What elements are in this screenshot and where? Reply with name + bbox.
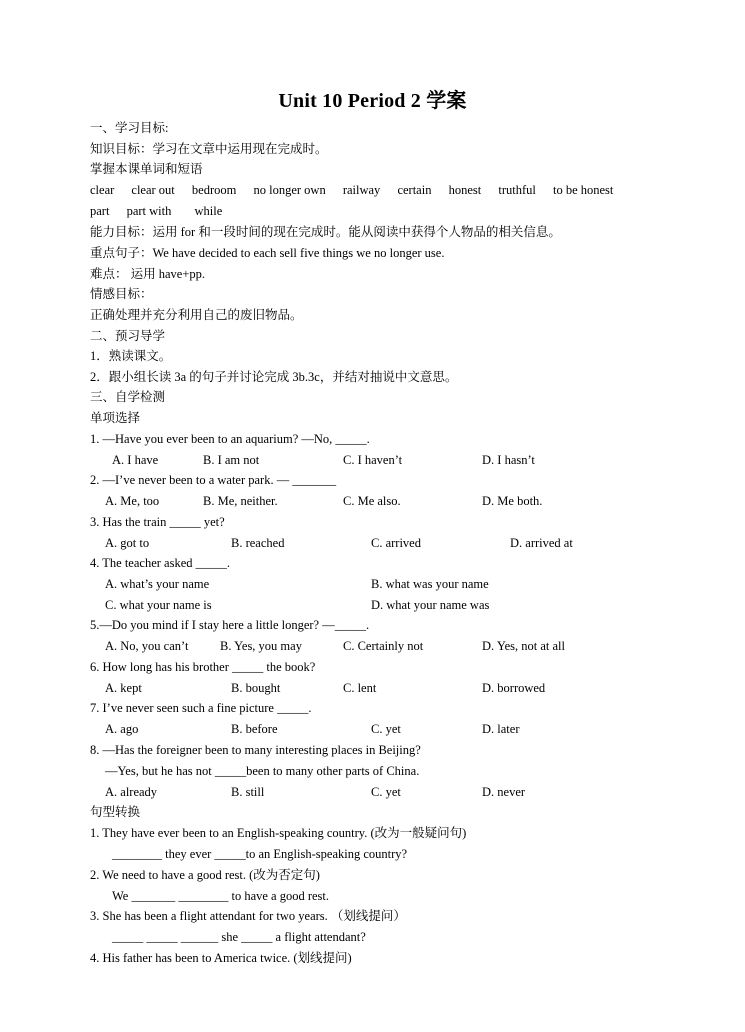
knowledge-goal: 知识目标：学习在文章中运用现在完成时。	[90, 142, 328, 156]
mc4-option-c: C. what your name is	[105, 598, 212, 612]
transform-question-3: 3. She has been a flight attendant for two years. （划线提问）	[90, 909, 406, 923]
mc6-option-c: C. lent	[343, 681, 377, 695]
mc8-option-c: C. yet	[371, 785, 401, 799]
transform-question-4: 4. His father has been to America twice. (划线提问)	[90, 951, 352, 965]
mc-question-4: 4. The teacher asked _____.	[90, 556, 230, 570]
vocab-word: to be honest	[552, 183, 614, 197]
preview-item-1: 1．熟读课文。	[90, 349, 172, 363]
mc-question-3: 3. Has the train _____ yet?	[90, 515, 225, 529]
mc3-option-d: D. arrived at	[510, 536, 573, 550]
transform-answer-2: We _______ ________ to have a good rest.	[112, 889, 330, 903]
mc2-option-d: D. Me both.	[482, 494, 543, 508]
mc1-option-a: A. I have	[112, 453, 159, 467]
mc5-option-b: B. Yes, you may	[220, 639, 302, 653]
vocab-word: railway	[342, 183, 381, 197]
mc8-option-b: B. still	[231, 785, 265, 799]
vocab-word: certain	[397, 183, 432, 197]
emotion-goal: 情感目标：	[90, 287, 153, 301]
mc-heading: 单项选择	[90, 411, 141, 425]
mc1-option-b: B. I am not	[203, 453, 260, 467]
mc7-option-a: A. ago	[105, 722, 139, 736]
mc4-option-d: D. what your name was	[371, 598, 490, 612]
vocab-word: bedroom	[191, 183, 237, 197]
mc2-option-b: B. Me, neither.	[203, 494, 278, 508]
mc5-option-a: A. No, you can’t	[105, 639, 189, 653]
mc6-option-b: B. bought	[231, 681, 281, 695]
mc2-option-c: C. Me also.	[343, 494, 401, 508]
vocab-word: part	[90, 204, 110, 218]
ability-goal: 能力目标：运用 for 和一段时间的现在完成时。能从阅读中获得个人物品的相关信息。	[90, 225, 561, 239]
vocab-word: no longer own	[253, 183, 326, 197]
mc-question-6: 6. How long has his brother _____ the book?	[90, 660, 316, 674]
preview-item-2: 2．跟小组长读 3a 的句子并讨论完成 3b.3c，并结对抽说中文意思。	[90, 370, 458, 384]
mc5-option-d: D. Yes, not at all	[482, 639, 565, 653]
vocab-word: clear	[90, 183, 115, 197]
mc3-option-a: A. got to	[105, 536, 150, 550]
vocab-word: while	[194, 204, 223, 218]
vocab-word: part with	[126, 204, 172, 218]
mc-question-8: 8. —Has the foreigner been to many interesting places in Beijing?	[90, 743, 421, 757]
mc1-option-c: C. I haven’t	[343, 453, 403, 467]
vocab-word: honest	[448, 183, 482, 197]
mc-question-2: 2. —I’ve never been to a water park. — _______	[90, 473, 337, 487]
mc7-option-c: C. yet	[371, 722, 401, 736]
mc6-option-d: D. borrowed	[482, 681, 546, 695]
vocab-word: truthful	[498, 183, 536, 197]
section-preview: 二、预习导学	[90, 329, 166, 343]
mc1-option-d: D. I hasn’t	[482, 453, 535, 467]
mc-question-5: 5.—Do you mind if I stay here a little longer? —_____.	[90, 618, 370, 632]
page-title: Unit 10 Period 2 学案	[278, 90, 467, 112]
mc5-option-c: C. Certainly not	[343, 639, 424, 653]
vocab-line-1	[90, 182, 627, 200]
mc-question-8-line-2: —Yes, but he has not _____been to many other parts of China.	[105, 764, 420, 778]
transform-heading: 句型转换	[90, 805, 141, 819]
mc6-option-a: A. kept	[105, 681, 142, 695]
vocab-word: clear out	[131, 183, 175, 197]
transform-answer-3: _____ _____ ______ she _____ a flight attendant?	[112, 930, 366, 944]
vocab-line-2	[90, 203, 236, 221]
transform-answer-1: ________ they ever _____to an English-speaking country?	[112, 847, 408, 861]
mc7-option-d: D. later	[482, 722, 520, 736]
mc-question-1: 1. —Have you ever been to an aquarium? —No, _____.	[90, 432, 370, 446]
mc4-option-b: B. what was your name	[371, 577, 489, 591]
mc7-option-b: B. before	[231, 722, 278, 736]
transform-question-1: 1. They have ever been to an English-speaking country. (改为一般疑问句)	[90, 826, 467, 840]
mc3-option-b: B. reached	[231, 536, 285, 550]
section-objectives: 一、学习目标:	[90, 121, 169, 135]
mc3-option-c: C. arrived	[371, 536, 421, 550]
transform-question-2: 2. We need to have a good rest. (改为否定句)	[90, 868, 320, 882]
mc-question-7: 7. I’ve never seen such a fine picture _____.	[90, 701, 312, 715]
section-self-test: 三、自学检测	[90, 390, 166, 404]
master-words-heading: 掌握本课单词和短语	[90, 162, 203, 176]
mc8-option-d: D. never	[482, 785, 526, 799]
mc4-option-a: A. what’s your name	[105, 577, 210, 591]
emotion-text: 正确处理并充分利用自己的废旧物品。	[90, 308, 303, 322]
mc2-option-a: A. Me, too	[105, 494, 160, 508]
mc8-option-a: A. already	[105, 785, 158, 799]
difficulty: 难点： 运用 have+pp.	[90, 267, 206, 281]
key-sentence: 重点句子：We have decided to each sell five things we no longer use.	[90, 246, 445, 260]
